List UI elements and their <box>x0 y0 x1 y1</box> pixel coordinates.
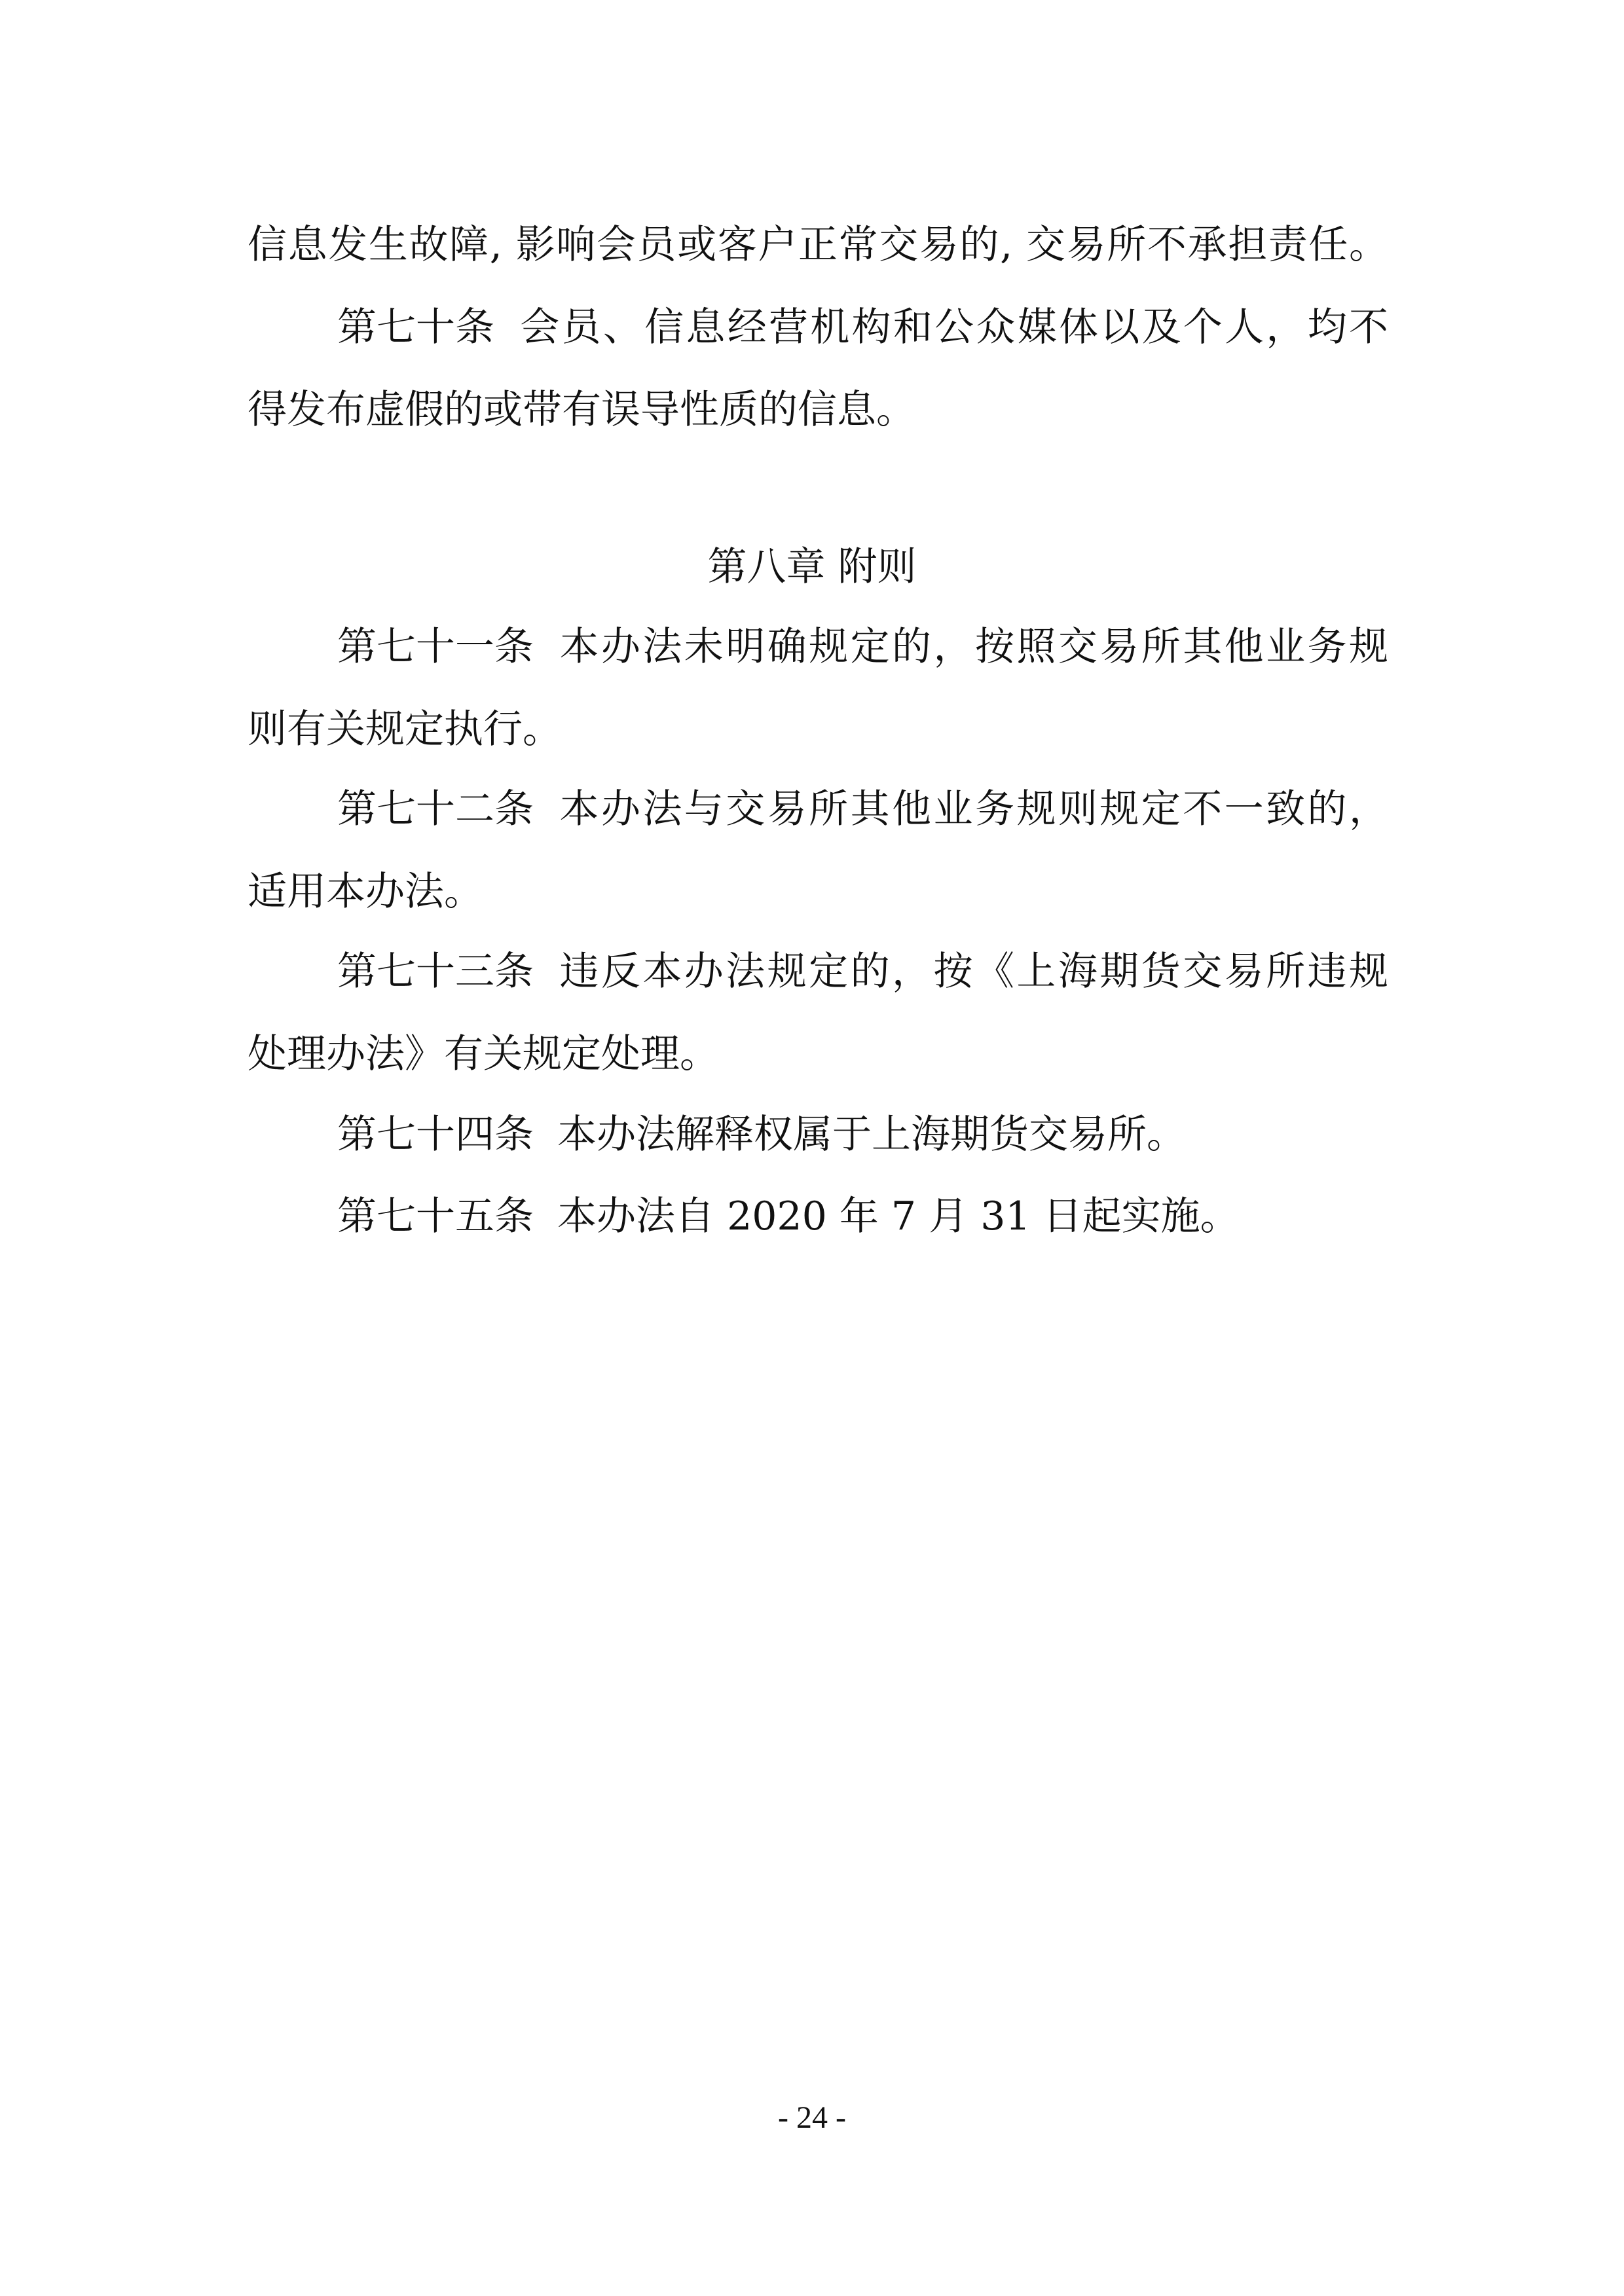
page-number: - 24 - <box>778 2100 846 2135</box>
article-75-line <box>337 1190 1240 1243</box>
article-75-label: 第七十五条 <box>337 1194 534 1239</box>
article-71-label: 第七十一条 <box>337 624 534 670</box>
article-70-line-1 <box>337 301 1388 354</box>
article-73-label: 第七十三条 <box>337 949 534 994</box>
article-73-line-2: 处理办法》有关规定处理。 <box>248 1031 719 1077</box>
article-70-line-2: 得发布虚假的或带有误导性质的信息。 <box>248 387 915 433</box>
article-71-line-2: 则有关规定执行。 <box>248 706 562 752</box>
article-74-text: 本办法解释权属于上海期货交易所。 <box>557 1112 1186 1157</box>
article-71-line-1 <box>337 621 1388 673</box>
article-74-label: 第七十四条 <box>337 1112 534 1157</box>
article-72-text-1: 本办法与交易所其他业务规则规定不一致的， <box>557 786 1388 832</box>
article-75-text: 本办法自 2020 年 7 月 31 日起实施。 <box>557 1194 1240 1239</box>
continuation-line: 信息发生故障, 影响会员或客户正常交易的, 交易所不承担责任。 <box>248 222 1388 268</box>
article-72-label: 第七十二条 <box>337 786 534 832</box>
article-72-line-1 <box>337 783 1388 835</box>
article-70-label: 第七十条 <box>337 304 494 350</box>
article-74-line <box>337 1108 1186 1161</box>
article-73-text-1: 违反本办法规定的，按《上海期货交易所违规 <box>557 949 1388 994</box>
chapter-8-title: 第八章 附则 <box>707 544 917 590</box>
article-72-line-2: 适用本办法。 <box>248 869 483 915</box>
article-71-text-1: 本办法未明确规定的，按照交易所其他业务规 <box>557 624 1388 670</box>
article-70-text-1: 会员、信息经营机构和公众媒体以及个人，均不 <box>518 304 1388 350</box>
article-73-line-1 <box>337 945 1388 998</box>
